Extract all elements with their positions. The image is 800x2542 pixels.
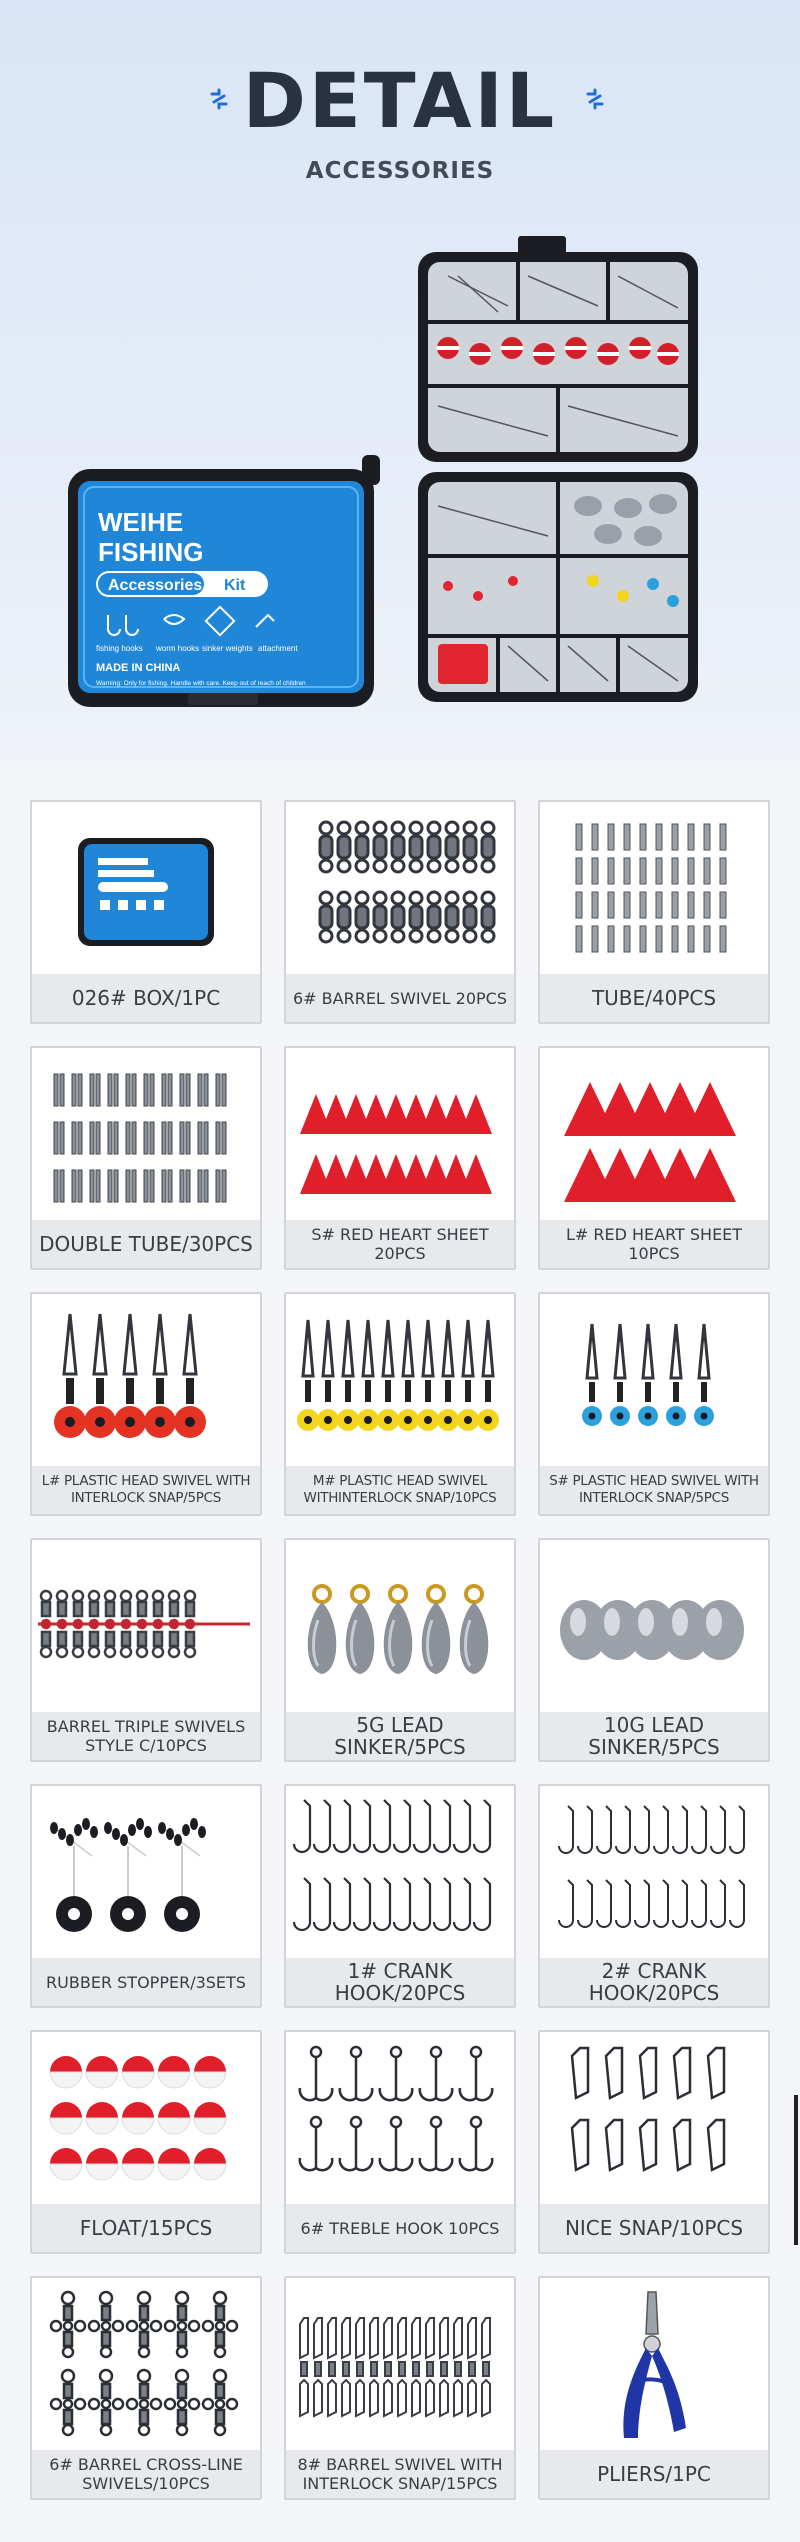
product-label: 6# BARREL CROSS-LINE SWIVELS/10PCS	[32, 2450, 260, 2498]
product-label: 10G LEAD SINKER/5PCS	[540, 1712, 768, 1760]
product-card	[284, 1292, 516, 1516]
svg-text:Kit: Kit	[224, 577, 246, 594]
svg-text:sinker weights: sinker weights	[202, 644, 253, 653]
product-card	[30, 800, 262, 1024]
product-card	[284, 800, 516, 1024]
crank-hook-icon	[540, 1786, 768, 1964]
plastic-head-swivel-icon	[540, 1294, 768, 1472]
edge-mark	[794, 2095, 798, 2245]
crank-hook-icon	[286, 1786, 514, 1964]
sparkle-icon	[582, 86, 608, 112]
product-label: 6# BARREL SWIVEL 20PCS	[286, 974, 514, 1022]
product-card	[30, 1292, 262, 1516]
product-label: S# PLASTIC HEAD SWIVEL WITH INTERLOCK SNAP/5PCS	[540, 1466, 768, 1514]
product-card	[538, 1046, 770, 1270]
svg-text:WEIHE: WEIHE	[98, 507, 184, 537]
product-label: NICE SNAP/10PCS	[540, 2204, 768, 2252]
page-title: DETAIL	[242, 56, 558, 145]
svg-text:fishing hooks: fishing hooks	[96, 644, 143, 653]
plastic-head-swivel-icon	[286, 1294, 514, 1472]
closed-tackle-box	[60, 455, 380, 710]
triple-swivel-icon	[32, 1540, 260, 1718]
svg-text:worm hooks: worm hooks	[156, 644, 200, 653]
plastic-head-swivel-icon	[32, 1294, 260, 1472]
product-label: M# PLASTIC HEAD SWIVEL WITHINTERLOCK SNAP/10PCS	[286, 1466, 514, 1514]
product-label: 5G LEAD SINKER/5PCS	[286, 1712, 514, 1760]
product-label: 026# BOX/1PC	[32, 974, 260, 1022]
product-card	[284, 1046, 516, 1270]
product-card	[538, 1538, 770, 1762]
product-label: RUBBER STOPPER/3SETS	[32, 1958, 260, 2006]
lead-sinker-icon	[286, 1540, 514, 1718]
open-tackle-box	[418, 236, 698, 704]
product-label: 1# CRANK HOOK/20PCS	[286, 1958, 514, 2006]
product-card	[30, 2276, 262, 2500]
red-heart-sheet-icon	[286, 1048, 514, 1226]
svg-text:attachment: attachment	[258, 644, 298, 653]
cross-line-swivel-icon	[32, 2278, 260, 2456]
product-label: BARREL TRIPLE SWIVELS STYLE C/10PCS	[32, 1712, 260, 1760]
hero-section	[0, 0, 800, 760]
double-tube-icon	[32, 1048, 260, 1226]
product-label: PLIERS/1PC	[540, 2450, 768, 2498]
product-label: TUBE/40PCS	[540, 974, 768, 1022]
product-label: 2# CRANK HOOK/20PCS	[540, 1958, 768, 2006]
product-label: DOUBLE TUBE/30PCS	[32, 1220, 260, 1268]
page-subtitle: ACCESSORIES	[305, 158, 495, 184]
float-icon	[32, 2032, 260, 2210]
product-card	[538, 2030, 770, 2254]
tube-icon	[540, 802, 768, 980]
product-card	[30, 1784, 262, 2008]
product-label: L# PLASTIC HEAD SWIVEL WITH INTERLOCK SNAP/5PCS	[32, 1466, 260, 1514]
box-icon	[32, 802, 260, 980]
svg-text:Accessories: Accessories	[108, 577, 203, 594]
product-card	[284, 2030, 516, 2254]
pliers-icon	[540, 2278, 768, 2456]
product-card	[284, 1538, 516, 1762]
red-heart-sheet-icon	[540, 1048, 768, 1226]
product-card	[538, 1784, 770, 2008]
product-card	[538, 1292, 770, 1516]
product-card	[538, 800, 770, 1024]
svg-text:MADE IN CHINA: MADE IN CHINA	[96, 662, 181, 674]
svg-text:Warning: Only for fishing. Han: Warning: Only for fishing. Handle with care. Keep out of reach of children	[96, 680, 306, 687]
product-label: 6# TREBLE HOOK 10PCS	[286, 2204, 514, 2252]
nice-snap-icon	[540, 2032, 768, 2210]
svg-text:FISHING: FISHING	[98, 537, 204, 567]
product-card	[30, 1046, 262, 1270]
product-label: 8# BARREL SWIVEL WITH INTERLOCK SNAP/15PCS	[286, 2450, 514, 2498]
product-label: FLOAT/15PCS	[32, 2204, 260, 2252]
product-card	[30, 1538, 262, 1762]
product-card	[538, 2276, 770, 2500]
egg-sinker-icon	[540, 1540, 768, 1718]
rubber-stopper-icon	[32, 1786, 260, 1964]
product-card	[284, 2276, 516, 2500]
treble-hook-icon	[286, 2032, 514, 2210]
product-label: L# RED HEART SHEET 10PCS	[540, 1220, 768, 1268]
product-card	[284, 1784, 516, 2008]
product-card	[30, 2030, 262, 2254]
swivel-snap-icon	[286, 2278, 514, 2456]
barrel-swivel-icon	[286, 802, 514, 980]
product-label: S# RED HEART SHEET 20PCS	[286, 1220, 514, 1268]
